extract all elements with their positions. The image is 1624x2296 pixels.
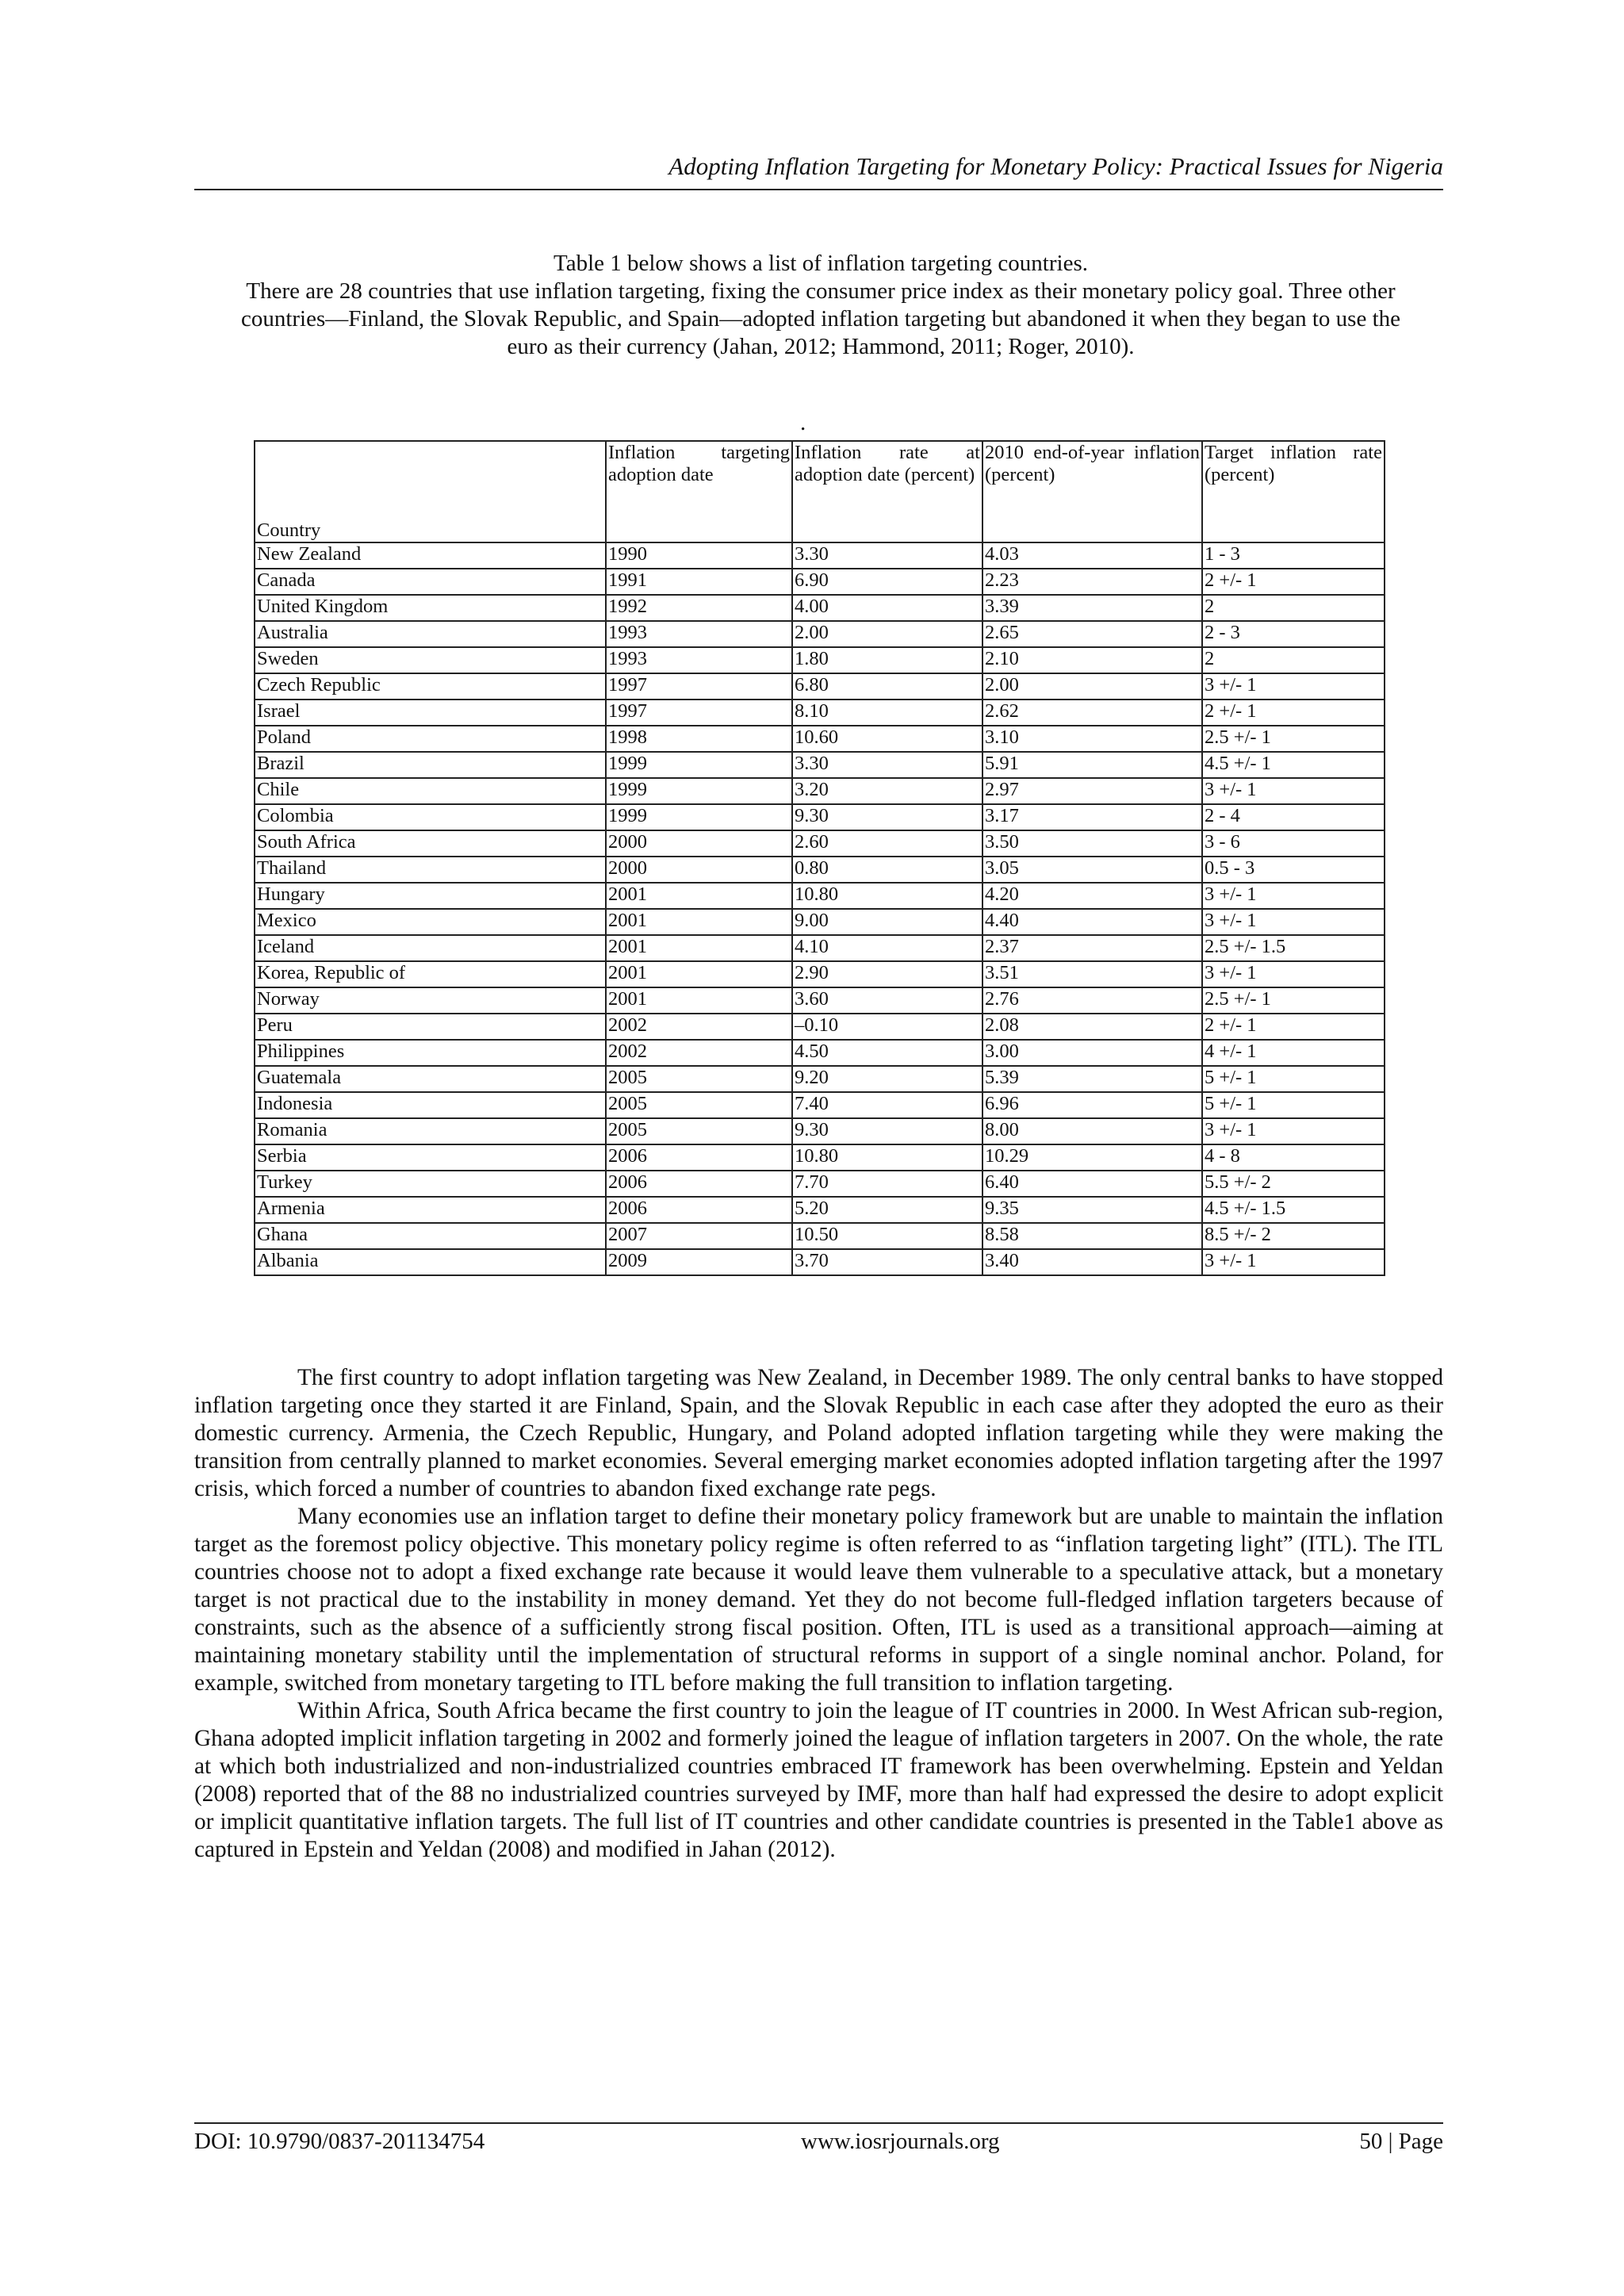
cell-target-rate: 2.5 +/- 1	[1202, 987, 1385, 1014]
cell-country: Korea, Republic of	[255, 961, 606, 987]
cell-rate-at-adoption: 2.00	[792, 621, 982, 647]
running-header: Adopting Inflation Targeting for Monetary Policy: Practical Issues for Nigeria	[668, 152, 1443, 180]
cell-country: New Zealand	[255, 542, 606, 569]
cell-adoption-date: 1999	[606, 804, 792, 830]
cell-country: Thailand	[255, 857, 606, 883]
cell-target-rate: 3 +/- 1	[1202, 673, 1385, 700]
cell-adoption-date: 2002	[606, 1014, 792, 1040]
table-row	[255, 987, 1385, 1014]
cell-country: Sweden	[255, 647, 606, 673]
cell-2010-inflation: 2.23	[982, 569, 1202, 595]
table-row	[255, 595, 1385, 621]
cell-adoption-date: 2009	[606, 1249, 792, 1275]
cell-rate-at-adoption: 4.50	[792, 1040, 982, 1066]
cell-target-rate: 1 - 3	[1202, 542, 1385, 569]
table-row	[255, 857, 1385, 883]
table-row	[255, 752, 1385, 778]
cell-adoption-date: 2000	[606, 857, 792, 883]
body-text	[194, 1364, 1443, 1864]
cell-2010-inflation: 3.50	[982, 830, 1202, 857]
cell-2010-inflation: 3.17	[982, 804, 1202, 830]
cell-country: Czech Republic	[255, 673, 606, 700]
cell-country: Israel	[255, 700, 606, 726]
cell-target-rate: 2 +/- 1	[1202, 1014, 1385, 1040]
table-header-row	[255, 441, 1385, 542]
cell-rate-at-adoption: 10.60	[792, 726, 982, 752]
footer-website: www.iosrjournals.org	[801, 2129, 1000, 2154]
table-row	[255, 673, 1385, 700]
table-row	[255, 804, 1385, 830]
cell-rate-at-adoption: 3.20	[792, 778, 982, 804]
table-row	[255, 1144, 1385, 1171]
cell-country: Guatemala	[255, 1066, 606, 1092]
cell-country: Hungary	[255, 883, 606, 909]
cell-adoption-date: 1998	[606, 726, 792, 752]
cell-rate-at-adoption: 1.80	[792, 647, 982, 673]
table-row	[255, 961, 1385, 987]
table-row	[255, 830, 1385, 857]
footer-doi: DOI: 10.9790/0837-201134754	[194, 2129, 485, 2154]
cell-target-rate: 2.5 +/- 1.5	[1202, 935, 1385, 961]
table-body	[255, 542, 1385, 1275]
cell-adoption-date: 2002	[606, 1040, 792, 1066]
table-row	[255, 1066, 1385, 1092]
table-row	[255, 726, 1385, 752]
cell-2010-inflation: 3.00	[982, 1040, 1202, 1066]
cell-target-rate: 3 +/- 1	[1202, 883, 1385, 909]
cell-2010-inflation: 4.40	[982, 909, 1202, 935]
cell-2010-inflation: 5.91	[982, 752, 1202, 778]
cell-rate-at-adoption: 9.00	[792, 909, 982, 935]
cell-country: Indonesia	[255, 1092, 606, 1118]
cell-country: Turkey	[255, 1171, 606, 1197]
inflation-targeting-table	[254, 440, 1385, 1276]
cell-country: Serbia	[255, 1144, 606, 1171]
table-row	[255, 1092, 1385, 1118]
cell-country: Chile	[255, 778, 606, 804]
cell-2010-inflation: 2.76	[982, 987, 1202, 1014]
cell-rate-at-adoption: 3.70	[792, 1249, 982, 1275]
header-rule	[194, 189, 1443, 190]
cell-target-rate: 4.5 +/- 1	[1202, 752, 1385, 778]
cell-adoption-date: 2001	[606, 961, 792, 987]
cell-target-rate: 5.5 +/- 2	[1202, 1171, 1385, 1197]
table-row	[255, 1040, 1385, 1066]
cell-adoption-date: 1991	[606, 569, 792, 595]
cell-target-rate: 2	[1202, 647, 1385, 673]
cell-target-rate: 2 - 3	[1202, 621, 1385, 647]
cell-target-rate: 4 - 8	[1202, 1144, 1385, 1171]
cell-adoption-date: 1997	[606, 700, 792, 726]
cell-target-rate: 2	[1202, 595, 1385, 621]
cell-2010-inflation: 2.00	[982, 673, 1202, 700]
table-row	[255, 1014, 1385, 1040]
cell-adoption-date: 1997	[606, 673, 792, 700]
cell-adoption-date: 2006	[606, 1171, 792, 1197]
cell-adoption-date: 2005	[606, 1118, 792, 1144]
table-row	[255, 542, 1385, 569]
header-2010-inflation: 2010 end-of-year inflation (percent)	[982, 441, 1202, 542]
table-row	[255, 647, 1385, 673]
cell-2010-inflation: 3.39	[982, 595, 1202, 621]
cell-2010-inflation: 6.40	[982, 1171, 1202, 1197]
cell-rate-at-adoption: 10.80	[792, 883, 982, 909]
cell-2010-inflation: 3.05	[982, 857, 1202, 883]
cell-target-rate: 3 +/- 1	[1202, 961, 1385, 987]
table-row	[255, 935, 1385, 961]
cell-2010-inflation: 2.65	[982, 621, 1202, 647]
cell-country: Norway	[255, 987, 606, 1014]
table-row	[255, 909, 1385, 935]
cell-adoption-date: 2005	[606, 1092, 792, 1118]
stray-dot: .	[800, 410, 806, 435]
cell-rate-at-adoption: 7.40	[792, 1092, 982, 1118]
table-row	[255, 1249, 1385, 1275]
cell-country: Ghana	[255, 1223, 606, 1249]
cell-country: Albania	[255, 1249, 606, 1275]
cell-country: Colombia	[255, 804, 606, 830]
cell-country: Iceland	[255, 935, 606, 961]
cell-adoption-date: 2001	[606, 909, 792, 935]
cell-rate-at-adoption: 10.50	[792, 1223, 982, 1249]
header-adoption-date: Inflation targeting adoption date	[606, 441, 792, 542]
cell-2010-inflation: 5.39	[982, 1066, 1202, 1092]
cell-country: South Africa	[255, 830, 606, 857]
cell-2010-inflation: 3.40	[982, 1249, 1202, 1275]
cell-2010-inflation: 8.00	[982, 1118, 1202, 1144]
table-row	[255, 621, 1385, 647]
cell-rate-at-adoption: 5.20	[792, 1197, 982, 1223]
cell-country: United Kingdom	[255, 595, 606, 621]
cell-adoption-date: 2007	[606, 1223, 792, 1249]
cell-target-rate: 0.5 - 3	[1202, 857, 1385, 883]
cell-2010-inflation: 8.58	[982, 1223, 1202, 1249]
cell-adoption-date: 2006	[606, 1144, 792, 1171]
table-row	[255, 1197, 1385, 1223]
cell-country: Romania	[255, 1118, 606, 1144]
cell-country: Peru	[255, 1014, 606, 1040]
cell-adoption-date: 2001	[606, 987, 792, 1014]
cell-rate-at-adoption: 3.30	[792, 542, 982, 569]
cell-target-rate: 8.5 +/- 2	[1202, 1223, 1385, 1249]
cell-adoption-date: 2001	[606, 935, 792, 961]
cell-rate-at-adoption: 7.70	[792, 1171, 982, 1197]
cell-adoption-date: 2005	[606, 1066, 792, 1092]
header-rate-at-adoption: Inflation rate at adoption date (percent)	[792, 441, 982, 542]
intro-paragraph: There are 28 countries that use inflation targeting, fixing the consumer price index as their monetary policy goal. Three other countries—Finland, the Slovak Republic, and Spain—adopted inflation targeting but abandoned it when they began to use the euro as their currency (Jahan, 2012; Hammond, 2011; Roger, 2010).	[240, 278, 1401, 359]
cell-country: Poland	[255, 726, 606, 752]
cell-rate-at-adoption: 6.80	[792, 673, 982, 700]
cell-2010-inflation: 6.96	[982, 1092, 1202, 1118]
cell-rate-at-adoption: 9.30	[792, 804, 982, 830]
cell-adoption-date: 2001	[606, 883, 792, 909]
cell-rate-at-adoption: 9.30	[792, 1118, 982, 1144]
cell-target-rate: 3 +/- 1	[1202, 1249, 1385, 1275]
cell-target-rate: 3 +/- 1	[1202, 909, 1385, 935]
header-target-rate: Target inflation rate (percent)	[1202, 441, 1385, 542]
body-paragraph-3: Within Africa, South Africa became the first country to join the league of IT countries in 2000. In West African sub-region, Ghana adopted implicit inflation targeting in 2002 and formerly joined the league of inflation targeters in 2007. On the whole, the rate at which both industrialized and non-industrialized countries embraced IT framework has been overwhelming. Epstein and Yeldan (2008) reported that of the 88 no industrialized countries surveyed by IMF, more than half had expressed the desire to adopt explicit or implicit quantitative inflation targets. The full list of IT countries and other candidate countries is presented in the Table1 above as captured in Epstein and Yeldan (2008) and modified in Jahan (2012).	[194, 1698, 1443, 1862]
cell-country: Armenia	[255, 1197, 606, 1223]
cell-2010-inflation: 2.97	[982, 778, 1202, 804]
cell-rate-at-adoption: 3.60	[792, 987, 982, 1014]
cell-adoption-date: 1993	[606, 621, 792, 647]
cell-adoption-date: 1990	[606, 542, 792, 569]
cell-2010-inflation: 3.10	[982, 726, 1202, 752]
cell-target-rate: 3 +/- 1	[1202, 1118, 1385, 1144]
cell-target-rate: 3 +/- 1	[1202, 778, 1385, 804]
body-paragraph-1: The first country to adopt inflation targeting was New Zealand, in December 1989. The only central banks to have stopped inflation targeting once they started it are Finland, Spain, and the Slovak Republic in each case after they adopted the euro as their domestic currency. Armenia, the Czech Republic, Hungary, and Poland adopted inflation targeting while they were making the transition from centrally planned to market economies. Several emerging market economies adopted inflation targeting after the 1997 crisis, which forced a number of countries to abandon fixed exchange rate pegs.	[194, 1365, 1443, 1501]
cell-2010-inflation: 4.20	[982, 883, 1202, 909]
cell-2010-inflation: 2.10	[982, 647, 1202, 673]
cell-rate-at-adoption: 3.30	[792, 752, 982, 778]
cell-2010-inflation: 2.37	[982, 935, 1202, 961]
table-row	[255, 883, 1385, 909]
cell-rate-at-adoption: 4.10	[792, 935, 982, 961]
cell-rate-at-adoption: 8.10	[792, 700, 982, 726]
cell-target-rate: 2 +/- 1	[1202, 700, 1385, 726]
cell-2010-inflation: 2.62	[982, 700, 1202, 726]
cell-adoption-date: 1992	[606, 595, 792, 621]
cell-country: Mexico	[255, 909, 606, 935]
cell-target-rate: 4.5 +/- 1.5	[1202, 1197, 1385, 1223]
cell-target-rate: 5 +/- 1	[1202, 1066, 1385, 1092]
cell-2010-inflation: 10.29	[982, 1144, 1202, 1171]
cell-target-rate: 5 +/- 1	[1202, 1092, 1385, 1118]
cell-country: Australia	[255, 621, 606, 647]
table-row	[255, 569, 1385, 595]
cell-rate-at-adoption: –0.10	[792, 1014, 982, 1040]
cell-rate-at-adoption: 2.90	[792, 961, 982, 987]
footer-page-number: 50 | Page	[1359, 2129, 1443, 2154]
cell-target-rate: 2.5 +/- 1	[1202, 726, 1385, 752]
table-row	[255, 778, 1385, 804]
table-row	[255, 700, 1385, 726]
cell-adoption-date: 2006	[606, 1197, 792, 1223]
cell-country: Canada	[255, 569, 606, 595]
cell-country: Brazil	[255, 752, 606, 778]
cell-adoption-date: 1999	[606, 752, 792, 778]
body-paragraph-2: Many economies use an inflation target to define their monetary policy framework but are unable to maintain the inflation target as the foremost policy objective. This monetary policy regime is often referred to as “inflation targeting light” (ITL). The ITL countries choose not to adopt a fixed exchange rate because it would leave them vulnerable to a speculative attack, but a monetary target is not practical due to the instability in money demand. Yet they do not become full-fledged inflation targeters because of constraints, such as the absence of a sufficiently strong fiscal position. Often, ITL is used as a transitional approach—aiming at maintaining monetary stability until the implementation of structural reforms in support of a single nominal anchor. Poland, for example, switched from monetary targeting to ITL before making the full transition to inflation targeting.	[194, 1504, 1443, 1696]
footer-rule	[194, 2122, 1443, 2124]
cell-adoption-date: 2000	[606, 830, 792, 857]
cell-adoption-date: 1999	[606, 778, 792, 804]
intro-line: Table 1 below shows a list of inflation targeting countries.	[553, 251, 1088, 276]
cell-2010-inflation: 2.08	[982, 1014, 1202, 1040]
cell-rate-at-adoption: 9.20	[792, 1066, 982, 1092]
table-row	[255, 1118, 1385, 1144]
cell-adoption-date: 1993	[606, 647, 792, 673]
cell-2010-inflation: 9.35	[982, 1197, 1202, 1223]
cell-country: Philippines	[255, 1040, 606, 1066]
cell-target-rate: 3 - 6	[1202, 830, 1385, 857]
cell-rate-at-adoption: 10.80	[792, 1144, 982, 1171]
cell-target-rate: 2 - 4	[1202, 804, 1385, 830]
cell-rate-at-adoption: 6.90	[792, 569, 982, 595]
header-country: Country	[255, 441, 606, 542]
cell-2010-inflation: 3.51	[982, 961, 1202, 987]
cell-target-rate: 2 +/- 1	[1202, 569, 1385, 595]
cell-rate-at-adoption: 4.00	[792, 595, 982, 621]
cell-target-rate: 4 +/- 1	[1202, 1040, 1385, 1066]
intro	[238, 250, 1404, 361]
cell-rate-at-adoption: 0.80	[792, 857, 982, 883]
table-row	[255, 1171, 1385, 1197]
cell-rate-at-adoption: 2.60	[792, 830, 982, 857]
cell-2010-inflation: 4.03	[982, 542, 1202, 569]
table-row	[255, 1223, 1385, 1249]
